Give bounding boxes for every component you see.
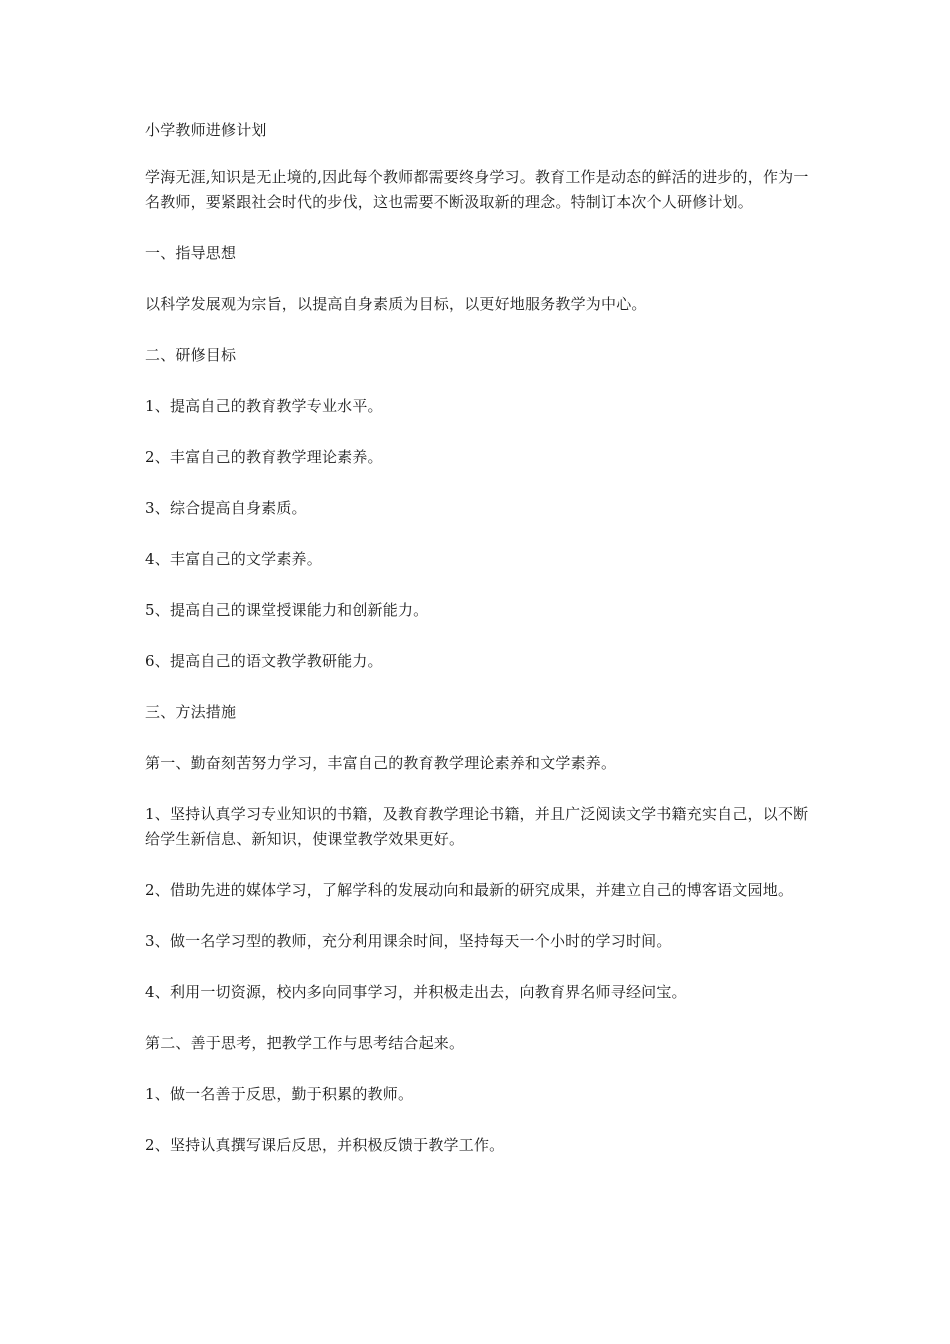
method-item-1-3: 3、做一名学习型的教师，充分利用课余时间，坚持每天一个小时的学习时间。 (145, 932, 672, 950)
goal-item-1: 1、提高自己的教育教学专业水平。 (145, 397, 383, 415)
method-item-2-1: 1、做一名善于反思，勤于积累的教师。 (145, 1085, 414, 1103)
method-item-1-2: 2、借助先进的媒体学习，了解学科的发展动向和最新的研究成果，并建立自己的博客语文园地。 (145, 881, 794, 899)
method-item-1-1: 1、坚持认真学习专业知识的书籍，及教育教学理论书籍，并且广泛阅读文学书籍充实自己，以不断给学生新信息、新知识，使课堂教学效果更好。 (145, 805, 809, 848)
method-section-2: 第二、善于思考，把教学工作与思考结合起来。 (145, 1034, 465, 1052)
heading-study-goals: 二、研修目标 (145, 346, 237, 364)
heading-guiding-ideology: 一、指导思想 (145, 244, 237, 262)
paragraph-guiding-ideology: 以科学发展观为宗旨，以提高自身素质为目标，以更好地服务教学为中心。 (145, 295, 647, 313)
goal-item-2: 2、丰富自己的教育教学理论素养。 (145, 448, 383, 466)
document-page (145, 118, 820, 1184)
goal-item-3: 3、综合提高自身素质。 (145, 499, 307, 517)
method-item-2-2: 2、坚持认真撰写课后反思，并积极反馈于教学工作。 (145, 1136, 505, 1154)
heading-methods: 三、方法措施 (145, 703, 237, 721)
method-section-1: 第一、勤奋刻苦努力学习，丰富自己的教育教学理论素养和文学素养。 (145, 754, 617, 772)
paragraph-intro: 学海无涯,知识是无止境的,因此每个教师都需要终身学习。教育工作是动态的鲜活的进步的，作为一名教师，要紧跟社会时代的步伐，这也需要不断汲取新的理念。特制订本次个人研修计划。 (145, 168, 809, 211)
goal-item-5: 5、提高自己的课堂授课能力和创新能力。 (145, 601, 429, 619)
goal-item-6: 6、提高自己的语文教学教研能力。 (145, 652, 383, 670)
goal-item-4: 4、丰富自己的文学素养。 (145, 550, 322, 568)
method-item-1-4: 4、利用一切资源，校内多向同事学习，并积极走出去，向教育界名师寻经问宝。 (145, 983, 687, 1001)
document-title: 小学教师进修计划 (145, 121, 267, 139)
